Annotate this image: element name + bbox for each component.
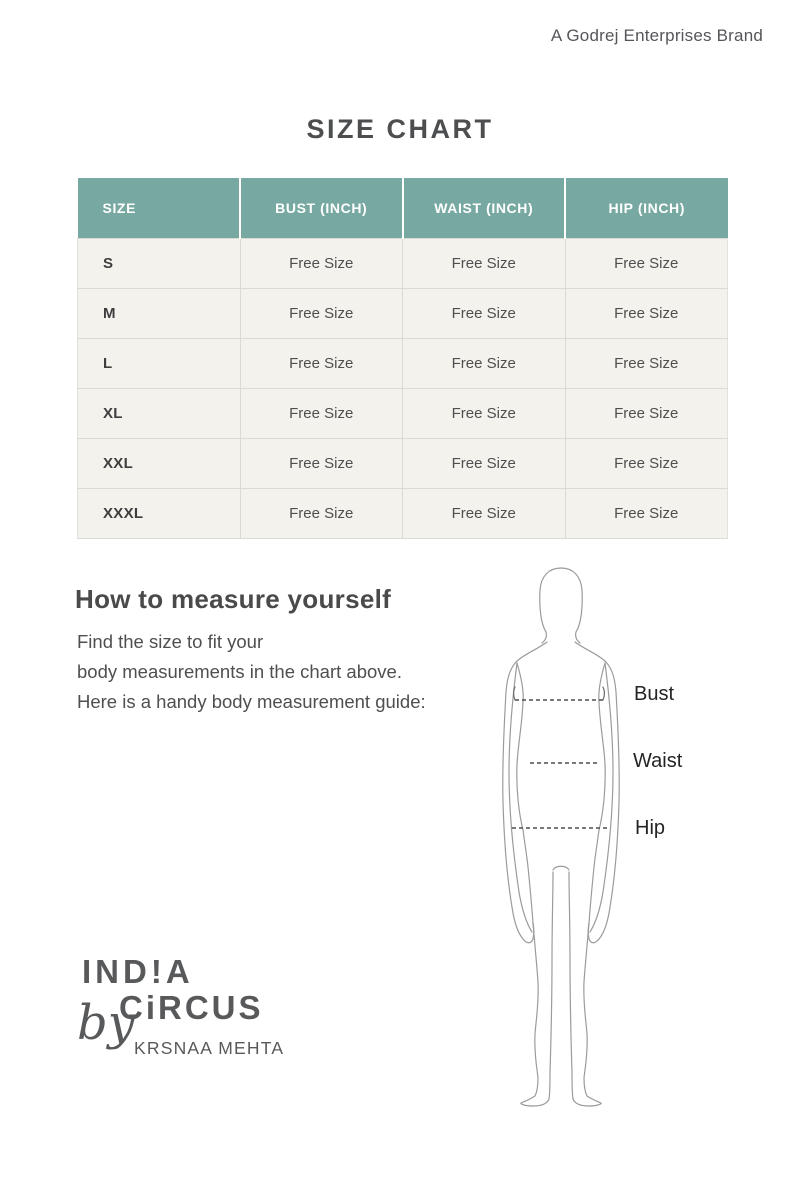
waist-value: Free Size — [403, 338, 566, 388]
table-row — [78, 388, 728, 438]
size-value: S — [78, 238, 241, 288]
hip-label: Hip — [635, 817, 666, 839]
measure-guide-text — [77, 627, 426, 717]
hip-value: Free Size — [565, 388, 728, 438]
waist-value: Free Size — [403, 438, 566, 488]
body-measurement-figure-icon — [496, 562, 638, 1110]
logo-by-text: by — [77, 995, 135, 1051]
size-value: XXXL — [78, 488, 241, 538]
measure-guide-line: Here is a handy body measurement guide: — [77, 691, 426, 712]
table-row — [78, 238, 728, 288]
bust-value: Free Size — [240, 238, 403, 288]
measure-guide-heading: How to measure yourself — [75, 584, 392, 614]
hip-value: Free Size — [565, 288, 728, 338]
logo-circus-text: CiRCUS — [119, 989, 264, 1026]
table-header-row — [78, 178, 728, 238]
table-row — [78, 438, 728, 488]
measure-guide-line: Find the size to fit your — [77, 631, 264, 652]
hip-value: Free Size — [565, 238, 728, 288]
hip-value: Free Size — [565, 488, 728, 538]
hip-value: Free Size — [565, 338, 728, 388]
bust-value: Free Size — [240, 488, 403, 538]
waist-value: Free Size — [403, 388, 566, 438]
bust-value: Free Size — [240, 438, 403, 488]
column-header-hip: HIP (INCH) — [565, 178, 728, 238]
size-chart-table — [77, 178, 728, 539]
measure-guide-line: body measurements in the chart above. — [77, 661, 402, 682]
size-value: XL — [78, 388, 241, 438]
table-row — [78, 338, 728, 388]
bust-value: Free Size — [240, 388, 403, 438]
column-header-bust: BUST (INCH) — [240, 178, 403, 238]
waist-value: Free Size — [403, 238, 566, 288]
column-header-waist: WAIST (INCH) — [403, 178, 566, 238]
waist-value: Free Size — [403, 488, 566, 538]
size-value: XXL — [78, 438, 241, 488]
bust-value: Free Size — [240, 338, 403, 388]
brand-line: A Godrej Enterprises Brand — [550, 26, 763, 45]
logo-india-text: IND!A — [82, 953, 194, 990]
page-title: SIZE CHART — [306, 114, 494, 144]
table-row — [78, 488, 728, 538]
logo-krsnaa-mehta-text: KRSNAA MEHTA — [134, 1038, 285, 1058]
waist-value: Free Size — [403, 288, 566, 338]
table-row — [78, 288, 728, 338]
bust-value: Free Size — [240, 288, 403, 338]
size-value: M — [78, 288, 241, 338]
column-header-size: SIZE — [78, 178, 241, 238]
size-value: L — [78, 338, 241, 388]
waist-label: Waist — [633, 750, 683, 772]
hip-value: Free Size — [565, 438, 728, 488]
bust-label: Bust — [634, 683, 675, 705]
